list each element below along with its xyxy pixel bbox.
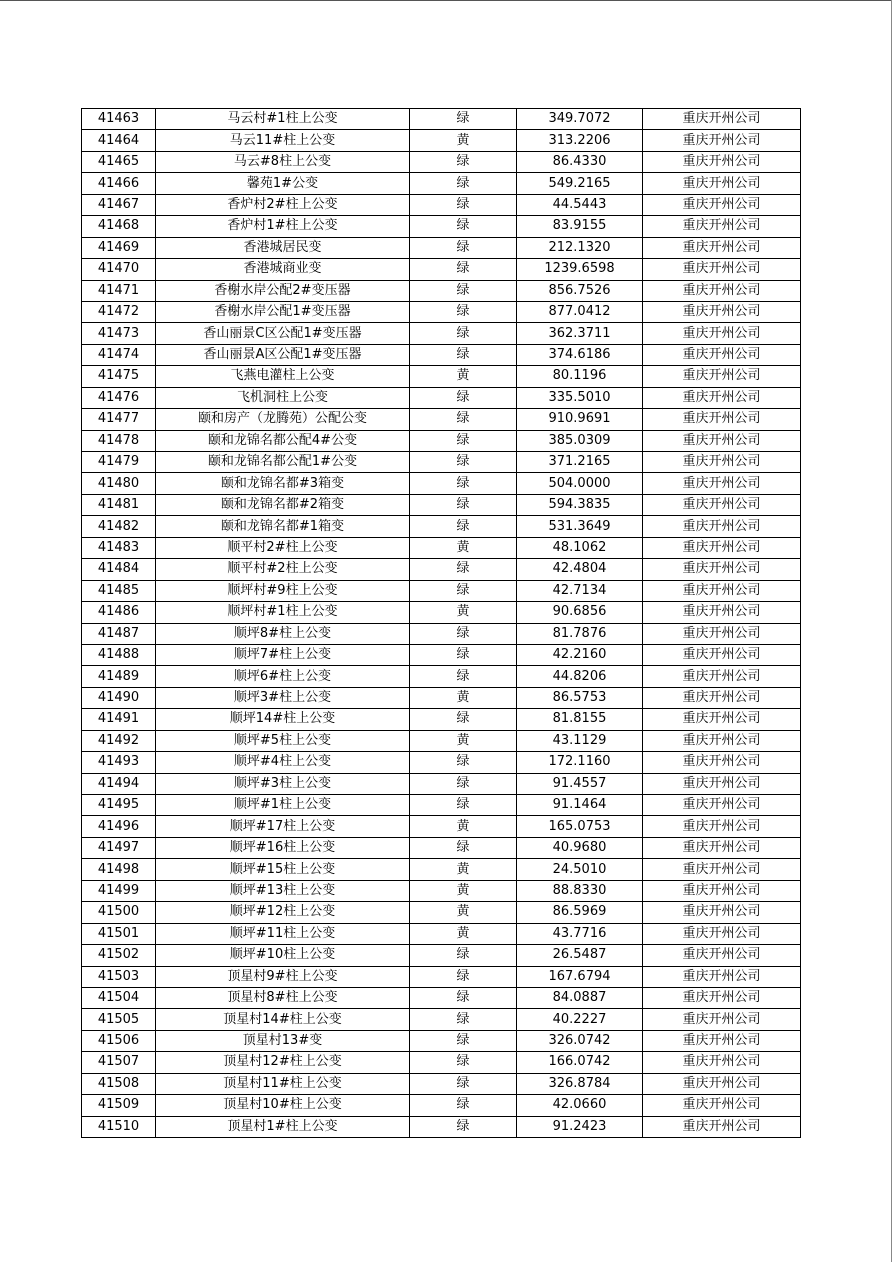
table-row bbox=[82, 516, 801, 537]
company-cell: 重庆开州公司 bbox=[643, 709, 801, 730]
company-cell: 重庆开州公司 bbox=[643, 280, 801, 301]
row-id-cell: 41510 bbox=[82, 1116, 156, 1137]
company-cell: 重庆开州公司 bbox=[643, 580, 801, 601]
value-cell: 42.4804 bbox=[517, 559, 643, 580]
company-cell: 重庆开州公司 bbox=[643, 623, 801, 644]
transformer-name-cell: 香榭水岸公配1#变压器 bbox=[156, 301, 410, 322]
transformer-name-cell: 香山丽景A区公配1#变压器 bbox=[156, 344, 410, 365]
company-cell: 重庆开州公司 bbox=[643, 237, 801, 258]
value-cell: 349.7072 bbox=[517, 109, 643, 130]
table-row bbox=[82, 1116, 801, 1137]
row-id-cell: 41499 bbox=[82, 880, 156, 901]
status-cell: 绿 bbox=[410, 473, 517, 494]
company-cell: 重庆开州公司 bbox=[643, 323, 801, 344]
transformer-name-cell: 香炉村1#柱上公变 bbox=[156, 216, 410, 237]
company-cell: 重庆开州公司 bbox=[643, 752, 801, 773]
value-cell: 40.2227 bbox=[517, 1009, 643, 1030]
table-row bbox=[82, 259, 801, 280]
value-cell: 81.8155 bbox=[517, 709, 643, 730]
table-row bbox=[82, 945, 801, 966]
status-cell: 绿 bbox=[410, 837, 517, 858]
transformer-name-cell: 顶星村8#柱上公变 bbox=[156, 987, 410, 1008]
table-row bbox=[82, 752, 801, 773]
row-id-cell: 41494 bbox=[82, 773, 156, 794]
status-cell: 绿 bbox=[410, 194, 517, 215]
company-cell: 重庆开州公司 bbox=[643, 966, 801, 987]
value-cell: 166.0742 bbox=[517, 1052, 643, 1073]
value-cell: 90.6856 bbox=[517, 602, 643, 623]
value-cell: 335.5010 bbox=[517, 387, 643, 408]
transformer-name-cell: 顶星村11#柱上公变 bbox=[156, 1073, 410, 1094]
value-cell: 385.0309 bbox=[517, 430, 643, 451]
transformer-table bbox=[81, 108, 801, 1138]
company-cell: 重庆开州公司 bbox=[643, 902, 801, 923]
row-id-cell: 41467 bbox=[82, 194, 156, 215]
transformer-name-cell: 顶星村1#柱上公变 bbox=[156, 1116, 410, 1137]
value-cell: 83.9155 bbox=[517, 216, 643, 237]
value-cell: 371.2165 bbox=[517, 452, 643, 473]
table-row bbox=[82, 473, 801, 494]
value-cell: 86.5753 bbox=[517, 687, 643, 708]
transformer-name-cell: 顺坪#16柱上公变 bbox=[156, 837, 410, 858]
table-row bbox=[82, 923, 801, 944]
company-cell: 重庆开州公司 bbox=[643, 259, 801, 280]
value-cell: 44.5443 bbox=[517, 194, 643, 215]
company-cell: 重庆开州公司 bbox=[643, 1009, 801, 1030]
transformer-name-cell: 马云11#柱上公变 bbox=[156, 130, 410, 151]
table-row bbox=[82, 687, 801, 708]
company-cell: 重庆开州公司 bbox=[643, 837, 801, 858]
table-row bbox=[82, 323, 801, 344]
table-row bbox=[82, 666, 801, 687]
row-id-cell: 41482 bbox=[82, 516, 156, 537]
transformer-name-cell: 颐和龙锦名都公配1#公变 bbox=[156, 452, 410, 473]
status-cell: 绿 bbox=[410, 344, 517, 365]
value-cell: 86.4330 bbox=[517, 151, 643, 172]
transformer-name-cell: 顺坪#3柱上公变 bbox=[156, 773, 410, 794]
table-row bbox=[82, 709, 801, 730]
status-cell: 黄 bbox=[410, 130, 517, 151]
company-cell: 重庆开州公司 bbox=[643, 666, 801, 687]
transformer-name-cell: 香榭水岸公配2#变压器 bbox=[156, 280, 410, 301]
status-cell: 绿 bbox=[410, 1030, 517, 1051]
status-cell: 绿 bbox=[410, 795, 517, 816]
row-id-cell: 41487 bbox=[82, 623, 156, 644]
row-id-cell: 41466 bbox=[82, 173, 156, 194]
value-cell: 48.1062 bbox=[517, 537, 643, 558]
table-row bbox=[82, 216, 801, 237]
status-cell: 绿 bbox=[410, 966, 517, 987]
company-cell: 重庆开州公司 bbox=[643, 537, 801, 558]
value-cell: 167.6794 bbox=[517, 966, 643, 987]
transformer-name-cell: 顶星村12#柱上公变 bbox=[156, 1052, 410, 1073]
value-cell: 910.9691 bbox=[517, 409, 643, 430]
transformer-name-cell: 顺坪村#1柱上公变 bbox=[156, 602, 410, 623]
table-row bbox=[82, 623, 801, 644]
value-cell: 531.3649 bbox=[517, 516, 643, 537]
table-row bbox=[82, 966, 801, 987]
row-id-cell: 41485 bbox=[82, 580, 156, 601]
row-id-cell: 41509 bbox=[82, 1095, 156, 1116]
transformer-name-cell: 飞机洞柱上公变 bbox=[156, 387, 410, 408]
company-cell: 重庆开州公司 bbox=[643, 151, 801, 172]
row-id-cell: 41486 bbox=[82, 602, 156, 623]
transformer-name-cell: 马云村#1柱上公变 bbox=[156, 109, 410, 130]
transformer-name-cell: 顶星村13#变 bbox=[156, 1030, 410, 1051]
transformer-name-cell: 香炉村2#柱上公变 bbox=[156, 194, 410, 215]
company-cell: 重庆开州公司 bbox=[643, 773, 801, 794]
company-cell: 重庆开州公司 bbox=[643, 1116, 801, 1137]
company-cell: 重庆开州公司 bbox=[643, 130, 801, 151]
company-cell: 重庆开州公司 bbox=[643, 216, 801, 237]
transformer-name-cell: 顺坪#4柱上公变 bbox=[156, 752, 410, 773]
value-cell: 42.7134 bbox=[517, 580, 643, 601]
table-row bbox=[82, 280, 801, 301]
value-cell: 42.0660 bbox=[517, 1095, 643, 1116]
company-cell: 重庆开州公司 bbox=[643, 795, 801, 816]
value-cell: 91.1464 bbox=[517, 795, 643, 816]
table-row bbox=[82, 130, 801, 151]
table-row bbox=[82, 387, 801, 408]
company-cell: 重庆开州公司 bbox=[643, 109, 801, 130]
status-cell: 黄 bbox=[410, 730, 517, 751]
row-id-cell: 41483 bbox=[82, 537, 156, 558]
status-cell: 黄 bbox=[410, 923, 517, 944]
value-cell: 549.2165 bbox=[517, 173, 643, 194]
table-row bbox=[82, 430, 801, 451]
value-cell: 172.1160 bbox=[517, 752, 643, 773]
transformer-name-cell: 飞燕电灌柱上公变 bbox=[156, 366, 410, 387]
table-row bbox=[82, 816, 801, 837]
transformer-name-cell: 颐和龙锦名都#3箱变 bbox=[156, 473, 410, 494]
row-id-cell: 41504 bbox=[82, 987, 156, 1008]
row-id-cell: 41493 bbox=[82, 752, 156, 773]
company-cell: 重庆开州公司 bbox=[643, 687, 801, 708]
transformer-name-cell: 香港城居民变 bbox=[156, 237, 410, 258]
table-row bbox=[82, 602, 801, 623]
status-cell: 绿 bbox=[410, 452, 517, 473]
row-id-cell: 41491 bbox=[82, 709, 156, 730]
company-cell: 重庆开州公司 bbox=[643, 366, 801, 387]
table-row bbox=[82, 301, 801, 322]
status-cell: 绿 bbox=[410, 666, 517, 687]
table-row bbox=[82, 1030, 801, 1051]
transformer-name-cell: 颐和龙锦名都公配4#公变 bbox=[156, 430, 410, 451]
value-cell: 81.7876 bbox=[517, 623, 643, 644]
transformer-name-cell: 顺坪#11柱上公变 bbox=[156, 923, 410, 944]
status-cell: 绿 bbox=[410, 1116, 517, 1137]
value-cell: 594.3835 bbox=[517, 494, 643, 515]
row-id-cell: 41477 bbox=[82, 409, 156, 430]
value-cell: 1239.6598 bbox=[517, 259, 643, 280]
table-row bbox=[82, 880, 801, 901]
transformer-name-cell: 顺坪14#柱上公变 bbox=[156, 709, 410, 730]
table-row bbox=[82, 837, 801, 858]
status-cell: 绿 bbox=[410, 109, 517, 130]
row-id-cell: 41469 bbox=[82, 237, 156, 258]
status-cell: 绿 bbox=[410, 301, 517, 322]
status-cell: 绿 bbox=[410, 494, 517, 515]
company-cell: 重庆开州公司 bbox=[643, 1073, 801, 1094]
value-cell: 877.0412 bbox=[517, 301, 643, 322]
table-row bbox=[82, 151, 801, 172]
transformer-name-cell: 顺坪3#柱上公变 bbox=[156, 687, 410, 708]
transformer-name-cell: 顺坪#5柱上公变 bbox=[156, 730, 410, 751]
row-id-cell: 41501 bbox=[82, 923, 156, 944]
row-id-cell: 41468 bbox=[82, 216, 156, 237]
status-cell: 绿 bbox=[410, 1052, 517, 1073]
transformer-name-cell: 顶星村10#柱上公变 bbox=[156, 1095, 410, 1116]
table-row bbox=[82, 537, 801, 558]
table-row bbox=[82, 494, 801, 515]
status-cell: 绿 bbox=[410, 623, 517, 644]
row-id-cell: 41495 bbox=[82, 795, 156, 816]
company-cell: 重庆开州公司 bbox=[643, 559, 801, 580]
company-cell: 重庆开州公司 bbox=[643, 344, 801, 365]
company-cell: 重庆开州公司 bbox=[643, 859, 801, 880]
row-id-cell: 41472 bbox=[82, 301, 156, 322]
table-row bbox=[82, 237, 801, 258]
table-row bbox=[82, 1052, 801, 1073]
table-row bbox=[82, 109, 801, 130]
page-top-border bbox=[0, 0, 892, 1]
value-cell: 165.0753 bbox=[517, 816, 643, 837]
row-id-cell: 41488 bbox=[82, 644, 156, 665]
transformer-name-cell: 顺坪#17柱上公变 bbox=[156, 816, 410, 837]
row-id-cell: 41490 bbox=[82, 687, 156, 708]
status-cell: 绿 bbox=[410, 387, 517, 408]
table-row bbox=[82, 1095, 801, 1116]
table-row bbox=[82, 344, 801, 365]
transformer-name-cell: 顺平村#2柱上公变 bbox=[156, 559, 410, 580]
row-id-cell: 41484 bbox=[82, 559, 156, 580]
table-row bbox=[82, 902, 801, 923]
status-cell: 绿 bbox=[410, 1073, 517, 1094]
status-cell: 绿 bbox=[410, 516, 517, 537]
company-cell: 重庆开州公司 bbox=[643, 1030, 801, 1051]
transformer-name-cell: 顺坪#13柱上公变 bbox=[156, 880, 410, 901]
status-cell: 绿 bbox=[410, 709, 517, 730]
status-cell: 绿 bbox=[410, 1095, 517, 1116]
company-cell: 重庆开州公司 bbox=[643, 880, 801, 901]
status-cell: 黄 bbox=[410, 880, 517, 901]
company-cell: 重庆开州公司 bbox=[643, 1095, 801, 1116]
status-cell: 绿 bbox=[410, 559, 517, 580]
status-cell: 绿 bbox=[410, 1009, 517, 1030]
company-cell: 重庆开州公司 bbox=[643, 945, 801, 966]
transformer-name-cell: 顺坪6#柱上公变 bbox=[156, 666, 410, 687]
row-id-cell: 41479 bbox=[82, 452, 156, 473]
table-row bbox=[82, 559, 801, 580]
row-id-cell: 41470 bbox=[82, 259, 156, 280]
status-cell: 黄 bbox=[410, 687, 517, 708]
value-cell: 362.3711 bbox=[517, 323, 643, 344]
status-cell: 绿 bbox=[410, 151, 517, 172]
transformer-name-cell: 顺坪#1柱上公变 bbox=[156, 795, 410, 816]
transformer-name-cell: 颐和龙锦名都#1箱变 bbox=[156, 516, 410, 537]
table-row bbox=[82, 730, 801, 751]
row-id-cell: 41497 bbox=[82, 837, 156, 858]
table-row bbox=[82, 1009, 801, 1030]
company-cell: 重庆开州公司 bbox=[643, 644, 801, 665]
value-cell: 43.7716 bbox=[517, 923, 643, 944]
row-id-cell: 41475 bbox=[82, 366, 156, 387]
status-cell: 绿 bbox=[410, 280, 517, 301]
row-id-cell: 41478 bbox=[82, 430, 156, 451]
transformer-name-cell: 马云#8柱上公变 bbox=[156, 151, 410, 172]
row-id-cell: 41476 bbox=[82, 387, 156, 408]
transformer-name-cell: 顺平村2#柱上公变 bbox=[156, 537, 410, 558]
transformer-name-cell: 顺坪#12柱上公变 bbox=[156, 902, 410, 923]
company-cell: 重庆开州公司 bbox=[643, 602, 801, 623]
table-row bbox=[82, 1073, 801, 1094]
status-cell: 黄 bbox=[410, 816, 517, 837]
company-cell: 重庆开州公司 bbox=[643, 301, 801, 322]
table-row bbox=[82, 859, 801, 880]
company-cell: 重庆开州公司 bbox=[643, 494, 801, 515]
row-id-cell: 41503 bbox=[82, 966, 156, 987]
table-row bbox=[82, 580, 801, 601]
value-cell: 326.0742 bbox=[517, 1030, 643, 1051]
row-id-cell: 41473 bbox=[82, 323, 156, 344]
company-cell: 重庆开州公司 bbox=[643, 816, 801, 837]
company-cell: 重庆开州公司 bbox=[643, 387, 801, 408]
table-row bbox=[82, 987, 801, 1008]
table-row bbox=[82, 409, 801, 430]
value-cell: 86.5969 bbox=[517, 902, 643, 923]
row-id-cell: 41480 bbox=[82, 473, 156, 494]
transformer-name-cell: 顺坪#10柱上公变 bbox=[156, 945, 410, 966]
table-row bbox=[82, 795, 801, 816]
row-id-cell: 41464 bbox=[82, 130, 156, 151]
value-cell: 24.5010 bbox=[517, 859, 643, 880]
status-cell: 绿 bbox=[410, 173, 517, 194]
transformer-name-cell: 顺坪村#9柱上公变 bbox=[156, 580, 410, 601]
row-id-cell: 41471 bbox=[82, 280, 156, 301]
row-id-cell: 41508 bbox=[82, 1073, 156, 1094]
company-cell: 重庆开州公司 bbox=[643, 409, 801, 430]
company-cell: 重庆开州公司 bbox=[643, 923, 801, 944]
table-row bbox=[82, 644, 801, 665]
status-cell: 绿 bbox=[410, 409, 517, 430]
value-cell: 326.8784 bbox=[517, 1073, 643, 1094]
status-cell: 绿 bbox=[410, 773, 517, 794]
transformer-name-cell: 顶星村14#柱上公变 bbox=[156, 1009, 410, 1030]
value-cell: 43.1129 bbox=[517, 730, 643, 751]
company-cell: 重庆开州公司 bbox=[643, 987, 801, 1008]
value-cell: 80.1196 bbox=[517, 366, 643, 387]
status-cell: 绿 bbox=[410, 752, 517, 773]
table-body bbox=[82, 109, 801, 1138]
company-cell: 重庆开州公司 bbox=[643, 173, 801, 194]
company-cell: 重庆开州公司 bbox=[643, 194, 801, 215]
value-cell: 44.8206 bbox=[517, 666, 643, 687]
status-cell: 绿 bbox=[410, 216, 517, 237]
table-row bbox=[82, 452, 801, 473]
row-id-cell: 41500 bbox=[82, 902, 156, 923]
value-cell: 88.8330 bbox=[517, 880, 643, 901]
row-id-cell: 41505 bbox=[82, 1009, 156, 1030]
status-cell: 绿 bbox=[410, 580, 517, 601]
transformer-name-cell: 顺坪8#柱上公变 bbox=[156, 623, 410, 644]
table-row bbox=[82, 773, 801, 794]
company-cell: 重庆开州公司 bbox=[643, 516, 801, 537]
transformer-name-cell: 顺坪#15柱上公变 bbox=[156, 859, 410, 880]
row-id-cell: 41481 bbox=[82, 494, 156, 515]
value-cell: 313.2206 bbox=[517, 130, 643, 151]
table-row bbox=[82, 173, 801, 194]
status-cell: 黄 bbox=[410, 602, 517, 623]
status-cell: 绿 bbox=[410, 987, 517, 1008]
company-cell: 重庆开州公司 bbox=[643, 1052, 801, 1073]
value-cell: 84.0887 bbox=[517, 987, 643, 1008]
status-cell: 黄 bbox=[410, 366, 517, 387]
row-id-cell: 41465 bbox=[82, 151, 156, 172]
row-id-cell: 41489 bbox=[82, 666, 156, 687]
company-cell: 重庆开州公司 bbox=[643, 430, 801, 451]
row-id-cell: 41463 bbox=[82, 109, 156, 130]
row-id-cell: 41502 bbox=[82, 945, 156, 966]
transformer-name-cell: 顺坪7#柱上公变 bbox=[156, 644, 410, 665]
status-cell: 黄 bbox=[410, 902, 517, 923]
status-cell: 绿 bbox=[410, 323, 517, 344]
status-cell: 绿 bbox=[410, 430, 517, 451]
value-cell: 91.2423 bbox=[517, 1116, 643, 1137]
row-id-cell: 41492 bbox=[82, 730, 156, 751]
row-id-cell: 41498 bbox=[82, 859, 156, 880]
status-cell: 绿 bbox=[410, 945, 517, 966]
transformer-name-cell: 香港城商业变 bbox=[156, 259, 410, 280]
value-cell: 212.1320 bbox=[517, 237, 643, 258]
company-cell: 重庆开州公司 bbox=[643, 452, 801, 473]
table-row bbox=[82, 194, 801, 215]
value-cell: 374.6186 bbox=[517, 344, 643, 365]
status-cell: 黄 bbox=[410, 859, 517, 880]
value-cell: 42.2160 bbox=[517, 644, 643, 665]
transformer-name-cell: 颐和龙锦名都#2箱变 bbox=[156, 494, 410, 515]
value-cell: 40.9680 bbox=[517, 837, 643, 858]
value-cell: 26.5487 bbox=[517, 945, 643, 966]
transformer-name-cell: 香山丽景C区公配1#变压器 bbox=[156, 323, 410, 344]
status-cell: 绿 bbox=[410, 259, 517, 280]
table-row bbox=[82, 366, 801, 387]
row-id-cell: 41496 bbox=[82, 816, 156, 837]
value-cell: 856.7526 bbox=[517, 280, 643, 301]
status-cell: 绿 bbox=[410, 644, 517, 665]
transformer-name-cell: 馨苑1#公变 bbox=[156, 173, 410, 194]
row-id-cell: 41507 bbox=[82, 1052, 156, 1073]
value-cell: 91.4557 bbox=[517, 773, 643, 794]
status-cell: 黄 bbox=[410, 537, 517, 558]
row-id-cell: 41474 bbox=[82, 344, 156, 365]
company-cell: 重庆开州公司 bbox=[643, 473, 801, 494]
transformer-name-cell: 颐和房产（龙腾苑）公配公变 bbox=[156, 409, 410, 430]
transformer-name-cell: 顶星村9#柱上公变 bbox=[156, 966, 410, 987]
status-cell: 绿 bbox=[410, 237, 517, 258]
value-cell: 504.0000 bbox=[517, 473, 643, 494]
row-id-cell: 41506 bbox=[82, 1030, 156, 1051]
company-cell: 重庆开州公司 bbox=[643, 730, 801, 751]
